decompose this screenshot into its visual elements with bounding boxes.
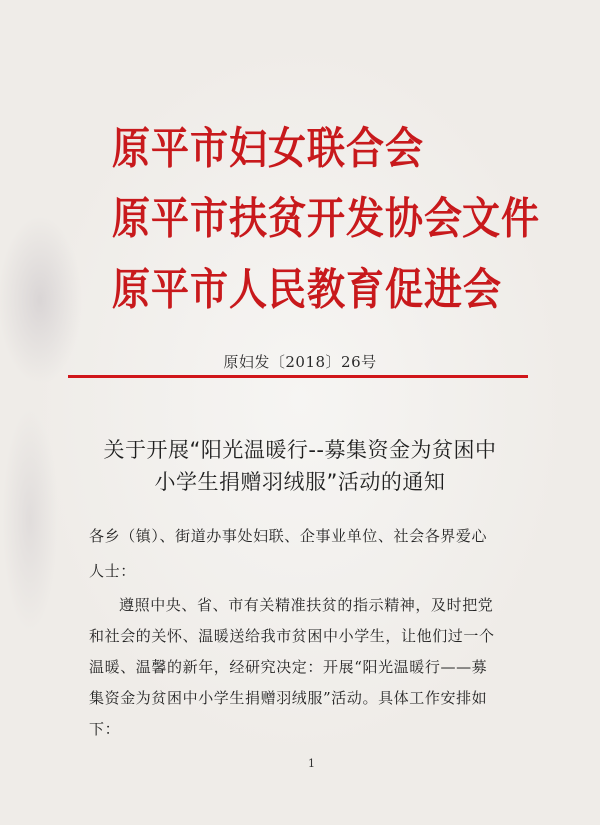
- body-paragraph-line2: 和社会的关怀、温暖送给我市贫困中小学生，让他们过一个: [89, 627, 495, 645]
- issuer-poverty-alleviation-association: 原平市扶贫开发协会: [112, 193, 464, 244]
- body-paragraph-line5: 下：: [89, 720, 121, 738]
- document-label: 文件: [462, 193, 541, 244]
- issuer-women-federation: 原平市妇女联合会: [112, 123, 425, 174]
- document-number: 原妇发〔2018〕26号: [223, 353, 377, 371]
- notice-title-line2: 小学生捐赠羽绒服”活动的通知: [154, 470, 446, 494]
- red-divider-line: [68, 375, 528, 378]
- page-number: 1: [308, 757, 315, 770]
- notice-title-line1: 关于开展“阳光温暖行--募集资金为贫困中: [103, 438, 497, 462]
- body-paragraph-line1: 遵照中央、省、市有关精准扶贫的指示精神，及时把党: [119, 596, 494, 614]
- body-paragraph-line3: 温暖、温馨的新年，经研究决定：开展“阳光温暖行——募: [89, 658, 488, 676]
- body-paragraph-line4: 集资金为贫困中小学生捐赠羽绒服”活动。具体工作安排如: [89, 689, 488, 707]
- issuer-education-promotion-association: 原平市人民教育促进会: [112, 264, 503, 315]
- salutation-line1: 各乡（镇）、街道办事处妇联、企事业单位、社会各界爱心: [89, 527, 488, 545]
- salutation-line2: 人士：: [89, 562, 136, 580]
